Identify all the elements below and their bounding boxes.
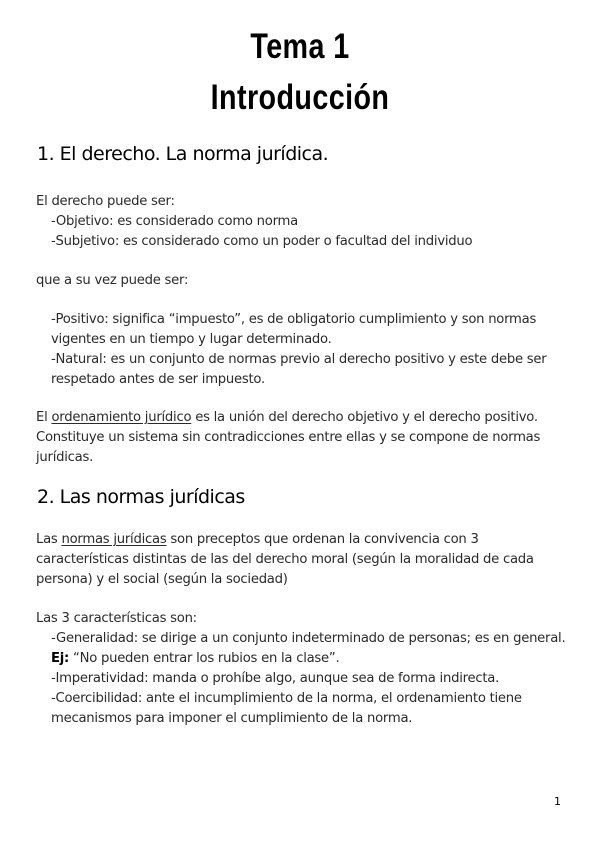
section-1-heading: 1. El derecho. La norma jurídica. [37, 143, 329, 165]
term-normas-juridicas: normas jurídicas [61, 532, 167, 547]
term-ordenamiento-juridico: ordenamiento jurídico [51, 410, 192, 425]
s1-bullet-positivo-1: -Positivo: significa “impuesto”, es de obligatorio cumplimiento y son normas [51, 312, 537, 327]
s1-para-line-1 [36, 408, 538, 428]
s1-para-line-3: jurídicas. [36, 450, 94, 465]
s1-bullet-subjetivo: -Subjetivo: es considerado como un poder o facultad del individuo [51, 234, 473, 249]
s2-para-rest: son preceptos que ordenan la convivencia con 3 [166, 532, 479, 547]
s2-para-line-1 [36, 530, 479, 550]
example-label: Ej: [51, 651, 70, 666]
section-2-heading: 2. Las normas jurídicas [37, 486, 245, 508]
s1-bullet-natural-2: respetado antes de ser impuesto. [51, 372, 265, 387]
s1-para-rest: es la unión del derecho objetivo y el derecho positivo. [191, 410, 538, 425]
s2-intro: Las 3 características son: [36, 611, 197, 626]
s1-bullet-positivo-2: vigentes en un tiempo y lugar determinado. [51, 332, 332, 347]
title-line-1: Tema 1 [250, 27, 350, 66]
s2-item-coercibilidad-1: -Coercibilidad: ante el incumplimiento de la norma, el ordenamiento tiene [51, 691, 522, 706]
s1-intro: El derecho puede ser: [36, 194, 175, 209]
s2-item-coercibilidad-2: mecanismos para imponer el cumplimiento de la norma. [51, 711, 413, 726]
s2-para-line-3: persona) y el social (según la sociedad) [36, 572, 288, 587]
s1-bullet-objetivo: -Objetivo: es considerado como norma [51, 214, 298, 229]
s1-para-prefix: El [36, 410, 52, 425]
s1-para-line-2: Constituye un sistema sin contradicciones entre ellas y se compone de normas [36, 430, 541, 445]
page-number: 1 [554, 795, 561, 808]
s1-bullet-natural-1: -Natural: es un conjunto de normas previo al derecho positivo y este debe ser [51, 352, 547, 367]
s1-connector: que a su vez puede ser: [36, 273, 189, 288]
title-line-2: Introducción [210, 78, 390, 117]
example-text: “No pueden entrar los rubios en la clase”. [69, 651, 340, 666]
s2-item-imperatividad: -Imperatividad: manda o prohíbe algo, aunque sea de forma indirecta. [51, 671, 500, 686]
s2-item-example [51, 649, 339, 669]
s2-item-generalidad: -Generalidad: se dirige a un conjunto indeterminado de personas; es en general. [51, 631, 566, 646]
s2-para-line-2: características distintas de las del derecho moral (según la moralidad de cada [36, 552, 534, 567]
s2-para-prefix: Las [36, 532, 62, 547]
